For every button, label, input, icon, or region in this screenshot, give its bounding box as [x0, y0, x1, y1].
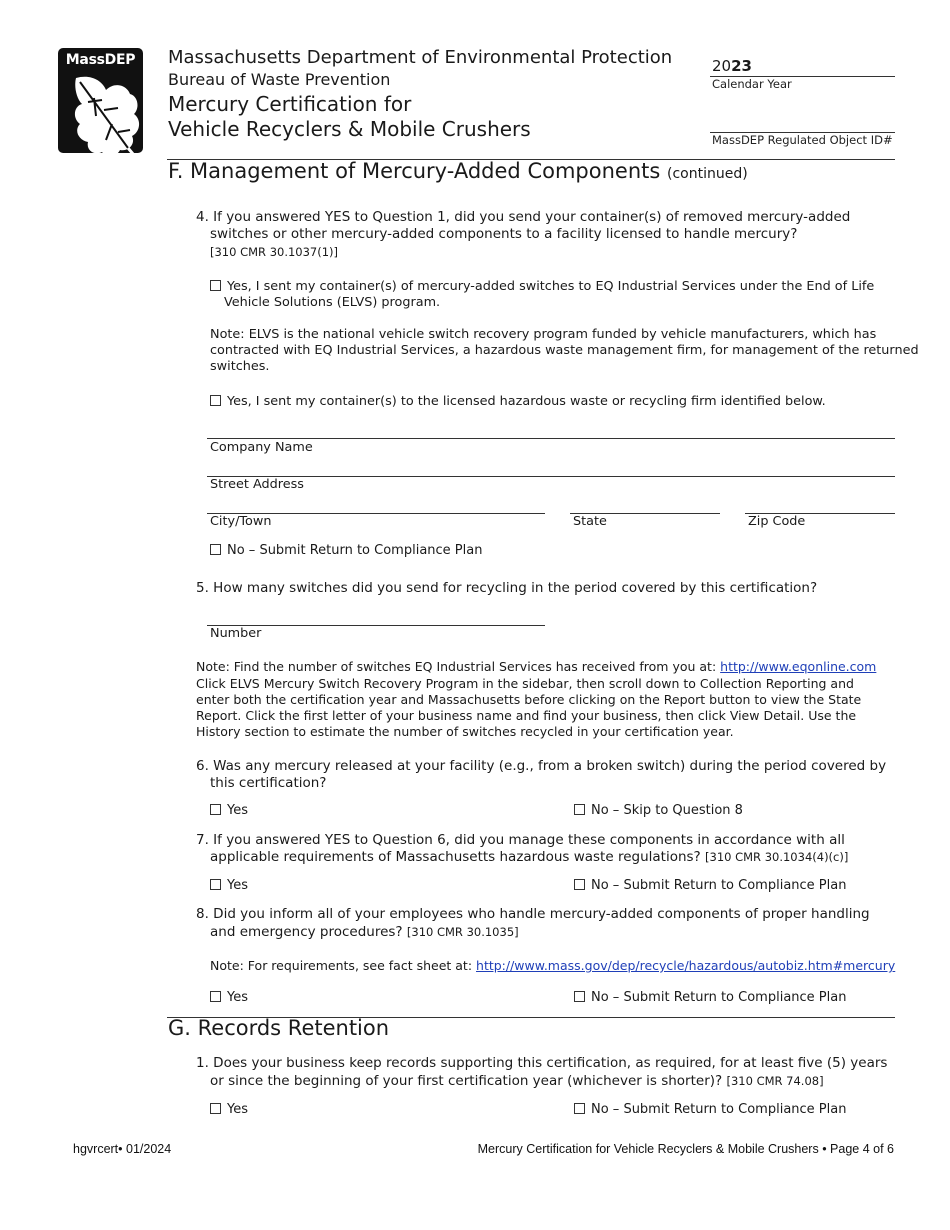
q6-no-label: No – Skip to Question 8	[591, 803, 743, 818]
q5-note-view-detail: View Detail.	[729, 708, 805, 723]
q5-note-report: Report	[663, 692, 706, 707]
q5-note-text3a: enter both the certification year and Massachusetts before clicking on the	[196, 692, 660, 707]
q8-option-no[interactable]	[574, 990, 846, 1005]
city-label: City/Town	[210, 514, 272, 529]
calendar-year-label: Calendar Year	[712, 77, 792, 91]
section-f-heading: F. Management of Mercury-Added Components	[168, 159, 661, 183]
q6-yes-label: Yes	[227, 803, 248, 818]
q7-yes-checkbox[interactable]	[210, 879, 221, 890]
street-address-label: Street Address	[210, 477, 304, 492]
q8-note-label: Note:	[210, 958, 244, 973]
q4-citation: [310 CMR 30.1037(1)]	[210, 245, 339, 259]
q7-line2-text: applicable requirements of Massachusetts hazardous waste regulations?	[210, 849, 701, 865]
q4-no-label: No – Submit Return to Compliance Plan	[227, 543, 483, 558]
q4-line2: switches or other mercury-added components to a facility licensed to handle mercury?	[210, 226, 798, 242]
year-suffix: 23	[731, 57, 752, 75]
q5-note-text4b: Click the first letter of your business name and find your business, then click	[241, 708, 726, 723]
q6-option-yes[interactable]	[210, 803, 248, 818]
q7-no-checkbox[interactable]	[574, 879, 585, 890]
q7-line2	[210, 849, 848, 866]
q4-licensed-label: Yes, I sent my container(s) to the licensed hazardous waste or recycling firm identified below.	[227, 394, 826, 409]
q4-note-line3: switches.	[210, 359, 270, 374]
q5-note-line4	[196, 708, 856, 724]
q4-option-licensed[interactable]	[210, 394, 826, 410]
q6-line2: this certification?	[210, 775, 327, 791]
q4-no-checkbox[interactable]	[210, 544, 221, 555]
q8-yes-label: Yes	[227, 990, 248, 1005]
q8-no-checkbox[interactable]	[574, 991, 585, 1002]
q4-note-line2: contracted with EQ Industrial Services, a hazardous waste management firm, for management of the returned	[210, 343, 919, 358]
q4-elvs-label1: Yes, I sent my container(s) of mercury-added switches to EQ Industrial Services under the End of Life	[227, 279, 875, 294]
q8-yes-checkbox[interactable]	[210, 991, 221, 1002]
q6-yes-checkbox[interactable]	[210, 804, 221, 815]
g-q1-line1: 1. Does your business keep records supporting this certification, as required, for at least five (5) years	[196, 1055, 888, 1071]
eqonline-link[interactable]: http://www.eqonline.com	[720, 659, 877, 674]
q5-note-line3	[196, 692, 861, 708]
massdep-logo	[58, 48, 143, 153]
oak-leaf-icon	[66, 70, 146, 162]
q5-note-line1	[196, 659, 876, 675]
q4-option-no[interactable]	[210, 543, 482, 558]
q5-note-text3c: button to view the	[709, 692, 825, 707]
q8-citation: [310 CMR 30.1035]	[406, 925, 519, 939]
section-f-title	[168, 159, 748, 183]
q7-option-yes[interactable]	[210, 878, 248, 893]
company-name-field[interactable]	[207, 438, 895, 439]
zip-label: Zip Code	[748, 514, 806, 529]
agency-name: Massachusetts Department of Environmental Protection	[168, 47, 673, 68]
section-f-continued: (continued)	[667, 166, 748, 182]
q8-option-yes[interactable]	[210, 990, 248, 1005]
year-prefix: 20	[712, 57, 732, 75]
q4-licensed-checkbox[interactable]	[210, 395, 221, 406]
q5-note-text4d: Use the	[804, 708, 857, 723]
q7-line1: 7. If you answered YES to Question 6, did you manage these components in accordance with all	[196, 832, 845, 848]
g-q1-option-yes[interactable]	[210, 1102, 248, 1117]
g-q1-line2-text: or since the beginning of your first certification year (whichever is shorter)?	[210, 1073, 723, 1089]
q5-note-line2: Click ELVS Mercury Switch Recovery Program in the sidebar, then scroll down to Collection Reporting and	[196, 676, 854, 691]
q8-note-text: For requirements, see fact sheet at:	[247, 958, 473, 973]
section-g-title: G. Records Retention	[168, 1016, 390, 1040]
g-q1-option-no[interactable]	[574, 1102, 846, 1117]
q6-no-checkbox[interactable]	[574, 804, 585, 815]
form-title-line1: Mercury Certification for	[168, 92, 412, 116]
object-id-label: MassDEP Regulated Object ID#	[712, 133, 893, 147]
q6-line1: 6. Was any mercury released at your facility (e.g., from a broken switch) during the period covered by	[196, 758, 887, 774]
q5-note-label: Note:	[196, 659, 230, 674]
q5-text: 5. How many switches did you send for recycling in the period covered by this certification?	[196, 580, 818, 596]
q8-line2	[210, 924, 519, 941]
q4-elvs-checkbox[interactable]	[210, 280, 221, 291]
q7-option-no[interactable]	[574, 878, 846, 893]
logo-text: MassDEP	[65, 52, 136, 68]
g-q1-no-label: No – Submit Return to Compliance Plan	[591, 1102, 847, 1117]
q4-note-line1	[210, 327, 876, 343]
q8-no-label: No – Submit Return to Compliance Plan	[591, 990, 847, 1005]
calendar-year-value[interactable]	[712, 57, 752, 75]
q4-note-text1: ELVS is the national vehicle switch recovery program funded by vehicle manufacturers, which has	[248, 327, 877, 342]
state-label: State	[573, 514, 607, 529]
footer-page-info: Mercury Certification for Vehicle Recyclers & Mobile Crushers • Page 4 of 6	[477, 1142, 894, 1156]
g-q1-yes-checkbox[interactable]	[210, 1103, 221, 1114]
q5-note-report2: Report.	[196, 708, 242, 723]
footer-form-code: hgvrcert• 01/2024	[73, 1142, 172, 1156]
g-q1-citation: [310 CMR 74.08]	[726, 1074, 824, 1088]
q4-note-label: Note:	[210, 327, 245, 342]
q5-note-line5: History section to estimate the number of switches recycled in your certification year.	[196, 724, 734, 739]
q5-note-state: State	[828, 692, 862, 707]
q7-citation: [310 CMR 30.1034(4)(c)]	[705, 850, 849, 864]
g-q1-no-checkbox[interactable]	[574, 1103, 585, 1114]
bureau-name: Bureau of Waste Prevention	[168, 70, 391, 89]
g-q1-yes-label: Yes	[227, 1102, 248, 1117]
q6-option-no[interactable]	[574, 803, 743, 818]
street-address-field[interactable]	[207, 476, 895, 477]
g-q1-line2	[210, 1073, 824, 1090]
q8-line1: 8. Did you inform all of your employees who handle mercury-added components of proper handling	[196, 906, 870, 922]
q5-note-text1: Find the number of switches EQ Industrial Services has received from you at:	[233, 659, 717, 674]
number-label: Number	[210, 626, 262, 641]
q8-note	[210, 958, 895, 974]
q7-yes-label: Yes	[227, 878, 248, 893]
q4-line1: 4. If you answered YES to Question 1, did you send your container(s) of removed mercury-added	[196, 209, 851, 225]
company-name-label: Company Name	[210, 440, 313, 455]
q8-line2-text: and emergency procedures?	[210, 924, 403, 940]
q4-elvs-label2: Vehicle Solutions (ELVS) program.	[224, 295, 441, 310]
q4-option-elvs[interactable]	[210, 279, 874, 295]
form-title-line2: Vehicle Recyclers & Mobile Crushers	[168, 117, 531, 141]
q7-no-label: No – Submit Return to Compliance Plan	[591, 878, 847, 893]
mass-gov-link[interactable]: http://www.mass.gov/dep/recycle/hazardous/autobiz.htm#mercury	[476, 958, 896, 973]
